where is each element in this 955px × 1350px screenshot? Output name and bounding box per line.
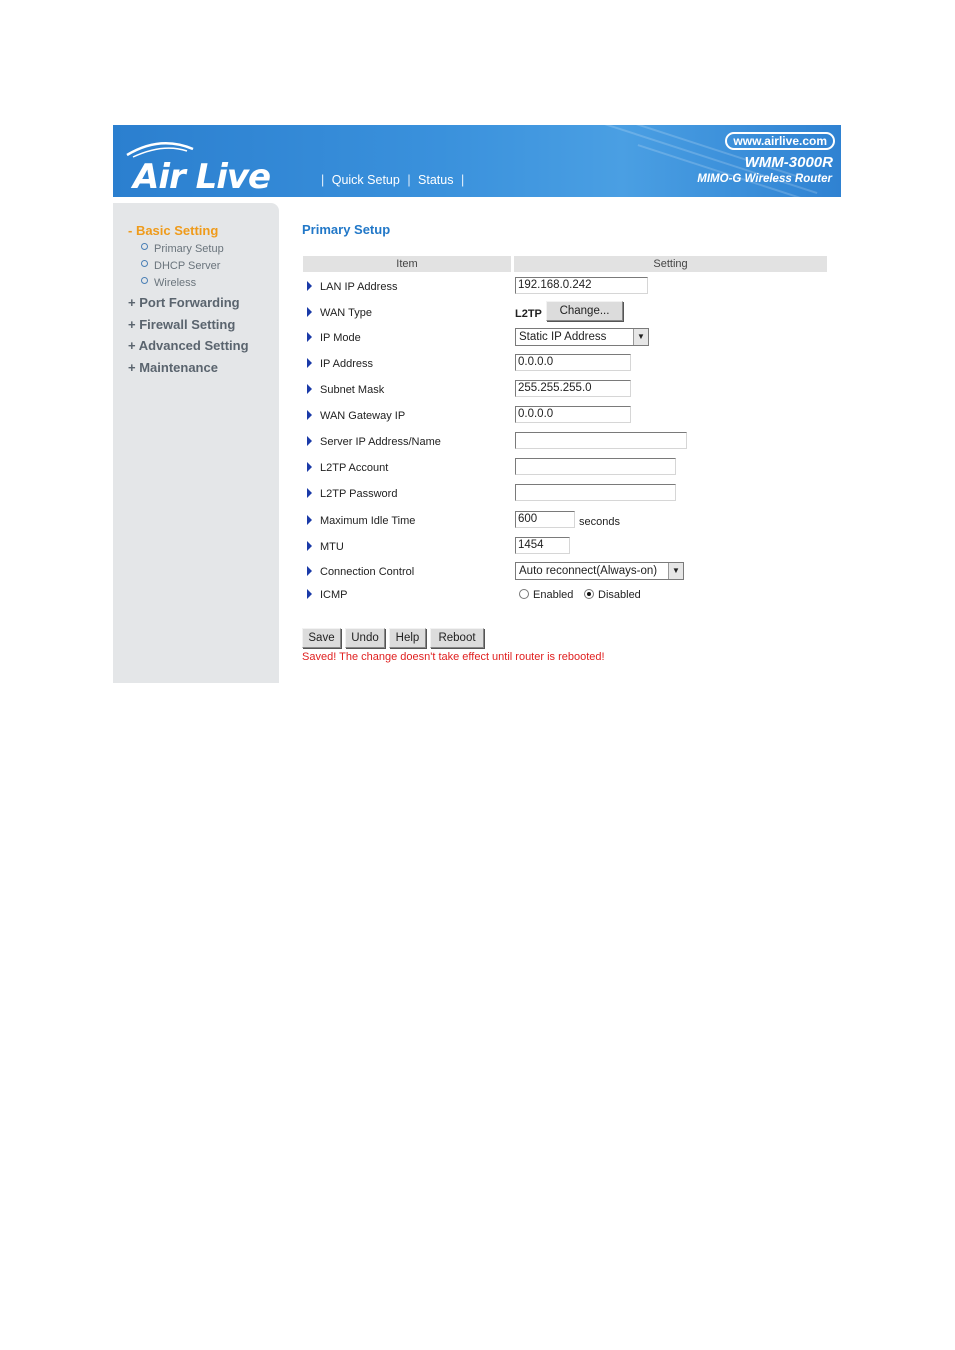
radio-enabled[interactable]	[519, 589, 529, 599]
label-connection-control: Connection Control	[307, 565, 414, 579]
bullet-icon	[141, 277, 148, 284]
save-button[interactable]: Save	[302, 628, 341, 648]
menu-item-dhcp-server[interactable]: DHCP Server	[141, 260, 220, 272]
ip-address-input[interactable]: 0.0.0.0	[515, 354, 631, 371]
sidebar	[113, 203, 279, 683]
label-ip-mode: IP Mode	[307, 331, 361, 345]
logo-swoosh-icon	[125, 137, 205, 159]
arrow-right-icon	[307, 436, 312, 446]
wan-gateway-input[interactable]: 0.0.0.0	[515, 406, 631, 423]
label-wan-type: WAN Type	[307, 306, 372, 320]
arrow-right-icon	[307, 488, 312, 498]
max-idle-time-input[interactable]: 600	[515, 511, 575, 528]
undo-button[interactable]: Undo	[345, 628, 385, 648]
wan-type-value: L2TP	[515, 308, 542, 320]
mtu-input[interactable]: 1454	[515, 537, 570, 554]
bullet-icon	[141, 243, 148, 250]
header-banner	[113, 125, 841, 197]
label-mtu: MTU	[307, 540, 344, 554]
max-idle-unit: seconds	[579, 516, 620, 528]
arrow-right-icon	[307, 281, 312, 291]
status-message: Saved! The change doesn't take effect until router is rebooted!	[302, 651, 605, 663]
icmp-enabled-option[interactable]: Enabled	[519, 589, 573, 601]
label-lan-ip: LAN IP Address	[307, 280, 397, 294]
server-ip-input[interactable]	[515, 432, 687, 449]
label-server-ip: Server IP Address/Name	[307, 435, 441, 449]
help-button[interactable]: Help	[389, 628, 426, 648]
lan-ip-input[interactable]: 192.168.0.242	[515, 277, 648, 294]
dropdown-arrow-icon: ▼	[668, 563, 683, 579]
label-subnet-mask: Subnet Mask	[307, 383, 384, 397]
label-max-idle-time: Maximum Idle Time	[307, 514, 415, 528]
l2tp-password-input[interactable]	[515, 484, 676, 501]
arrow-right-icon	[307, 410, 312, 420]
arrow-right-icon	[307, 515, 312, 525]
menu-item-primary-setup[interactable]: Primary Setup	[141, 243, 224, 255]
label-l2tp-account: L2TP Account	[307, 461, 388, 475]
arrow-right-icon	[307, 566, 312, 576]
menu-advanced-setting[interactable]: + Advanced Setting	[128, 338, 249, 353]
ip-mode-select[interactable]: Static IP Address ▼	[515, 328, 649, 346]
menu-firewall-setting[interactable]: + Firewall Setting	[128, 317, 236, 332]
dropdown-arrow-icon: ▼	[633, 329, 648, 345]
table-header	[303, 256, 827, 272]
arrow-right-icon	[307, 332, 312, 342]
subnet-mask-input[interactable]: 255.255.255.0	[515, 380, 631, 397]
arrow-right-icon	[307, 358, 312, 368]
menu-maintenance[interactable]: + Maintenance	[128, 360, 218, 375]
airlive-logo[interactable]	[125, 137, 295, 197]
arrow-right-icon	[307, 384, 312, 394]
column-header-item: Item	[303, 256, 511, 272]
connection-control-select[interactable]: Auto reconnect(Always-on) ▼	[515, 562, 684, 580]
arrow-right-icon	[307, 307, 312, 317]
bullet-icon	[141, 260, 148, 267]
model-subtitle: MIMO-G Wireless Router	[697, 173, 832, 185]
label-ip-address: IP Address	[307, 357, 373, 371]
arrow-right-icon	[307, 589, 312, 599]
icmp-disabled-option[interactable]: Disabled	[584, 589, 641, 601]
label-wan-gateway: WAN Gateway IP	[307, 409, 405, 423]
menu-basic-setting[interactable]: - Basic Setting	[128, 223, 219, 238]
radio-disabled[interactable]	[584, 589, 594, 599]
arrow-right-icon	[307, 541, 312, 551]
reboot-button[interactable]: Reboot	[430, 628, 484, 648]
page-title: Primary Setup	[302, 222, 391, 237]
label-l2tp-password: L2TP Password	[307, 487, 397, 501]
label-icmp: ICMP	[307, 588, 348, 602]
change-wan-type-button[interactable]: Change...	[546, 301, 623, 321]
model-name: WMM-3000R	[744, 154, 833, 171]
top-nav: | Quick Setup | Status |	[321, 173, 465, 187]
arrow-right-icon	[307, 462, 312, 472]
menu-port-forwarding[interactable]: + Port Forwarding	[128, 295, 240, 310]
nav-quick-setup[interactable]: Quick Setup	[331, 173, 400, 187]
column-header-setting: Setting	[514, 256, 827, 272]
router-admin-frame	[113, 125, 841, 683]
menu-item-wireless[interactable]: Wireless	[141, 277, 196, 289]
site-url-badge[interactable]: www.airlive.com	[725, 132, 835, 150]
nav-status[interactable]: Status	[418, 173, 454, 187]
l2tp-account-input[interactable]	[515, 458, 676, 475]
logo-text: Air Live	[133, 157, 271, 197]
